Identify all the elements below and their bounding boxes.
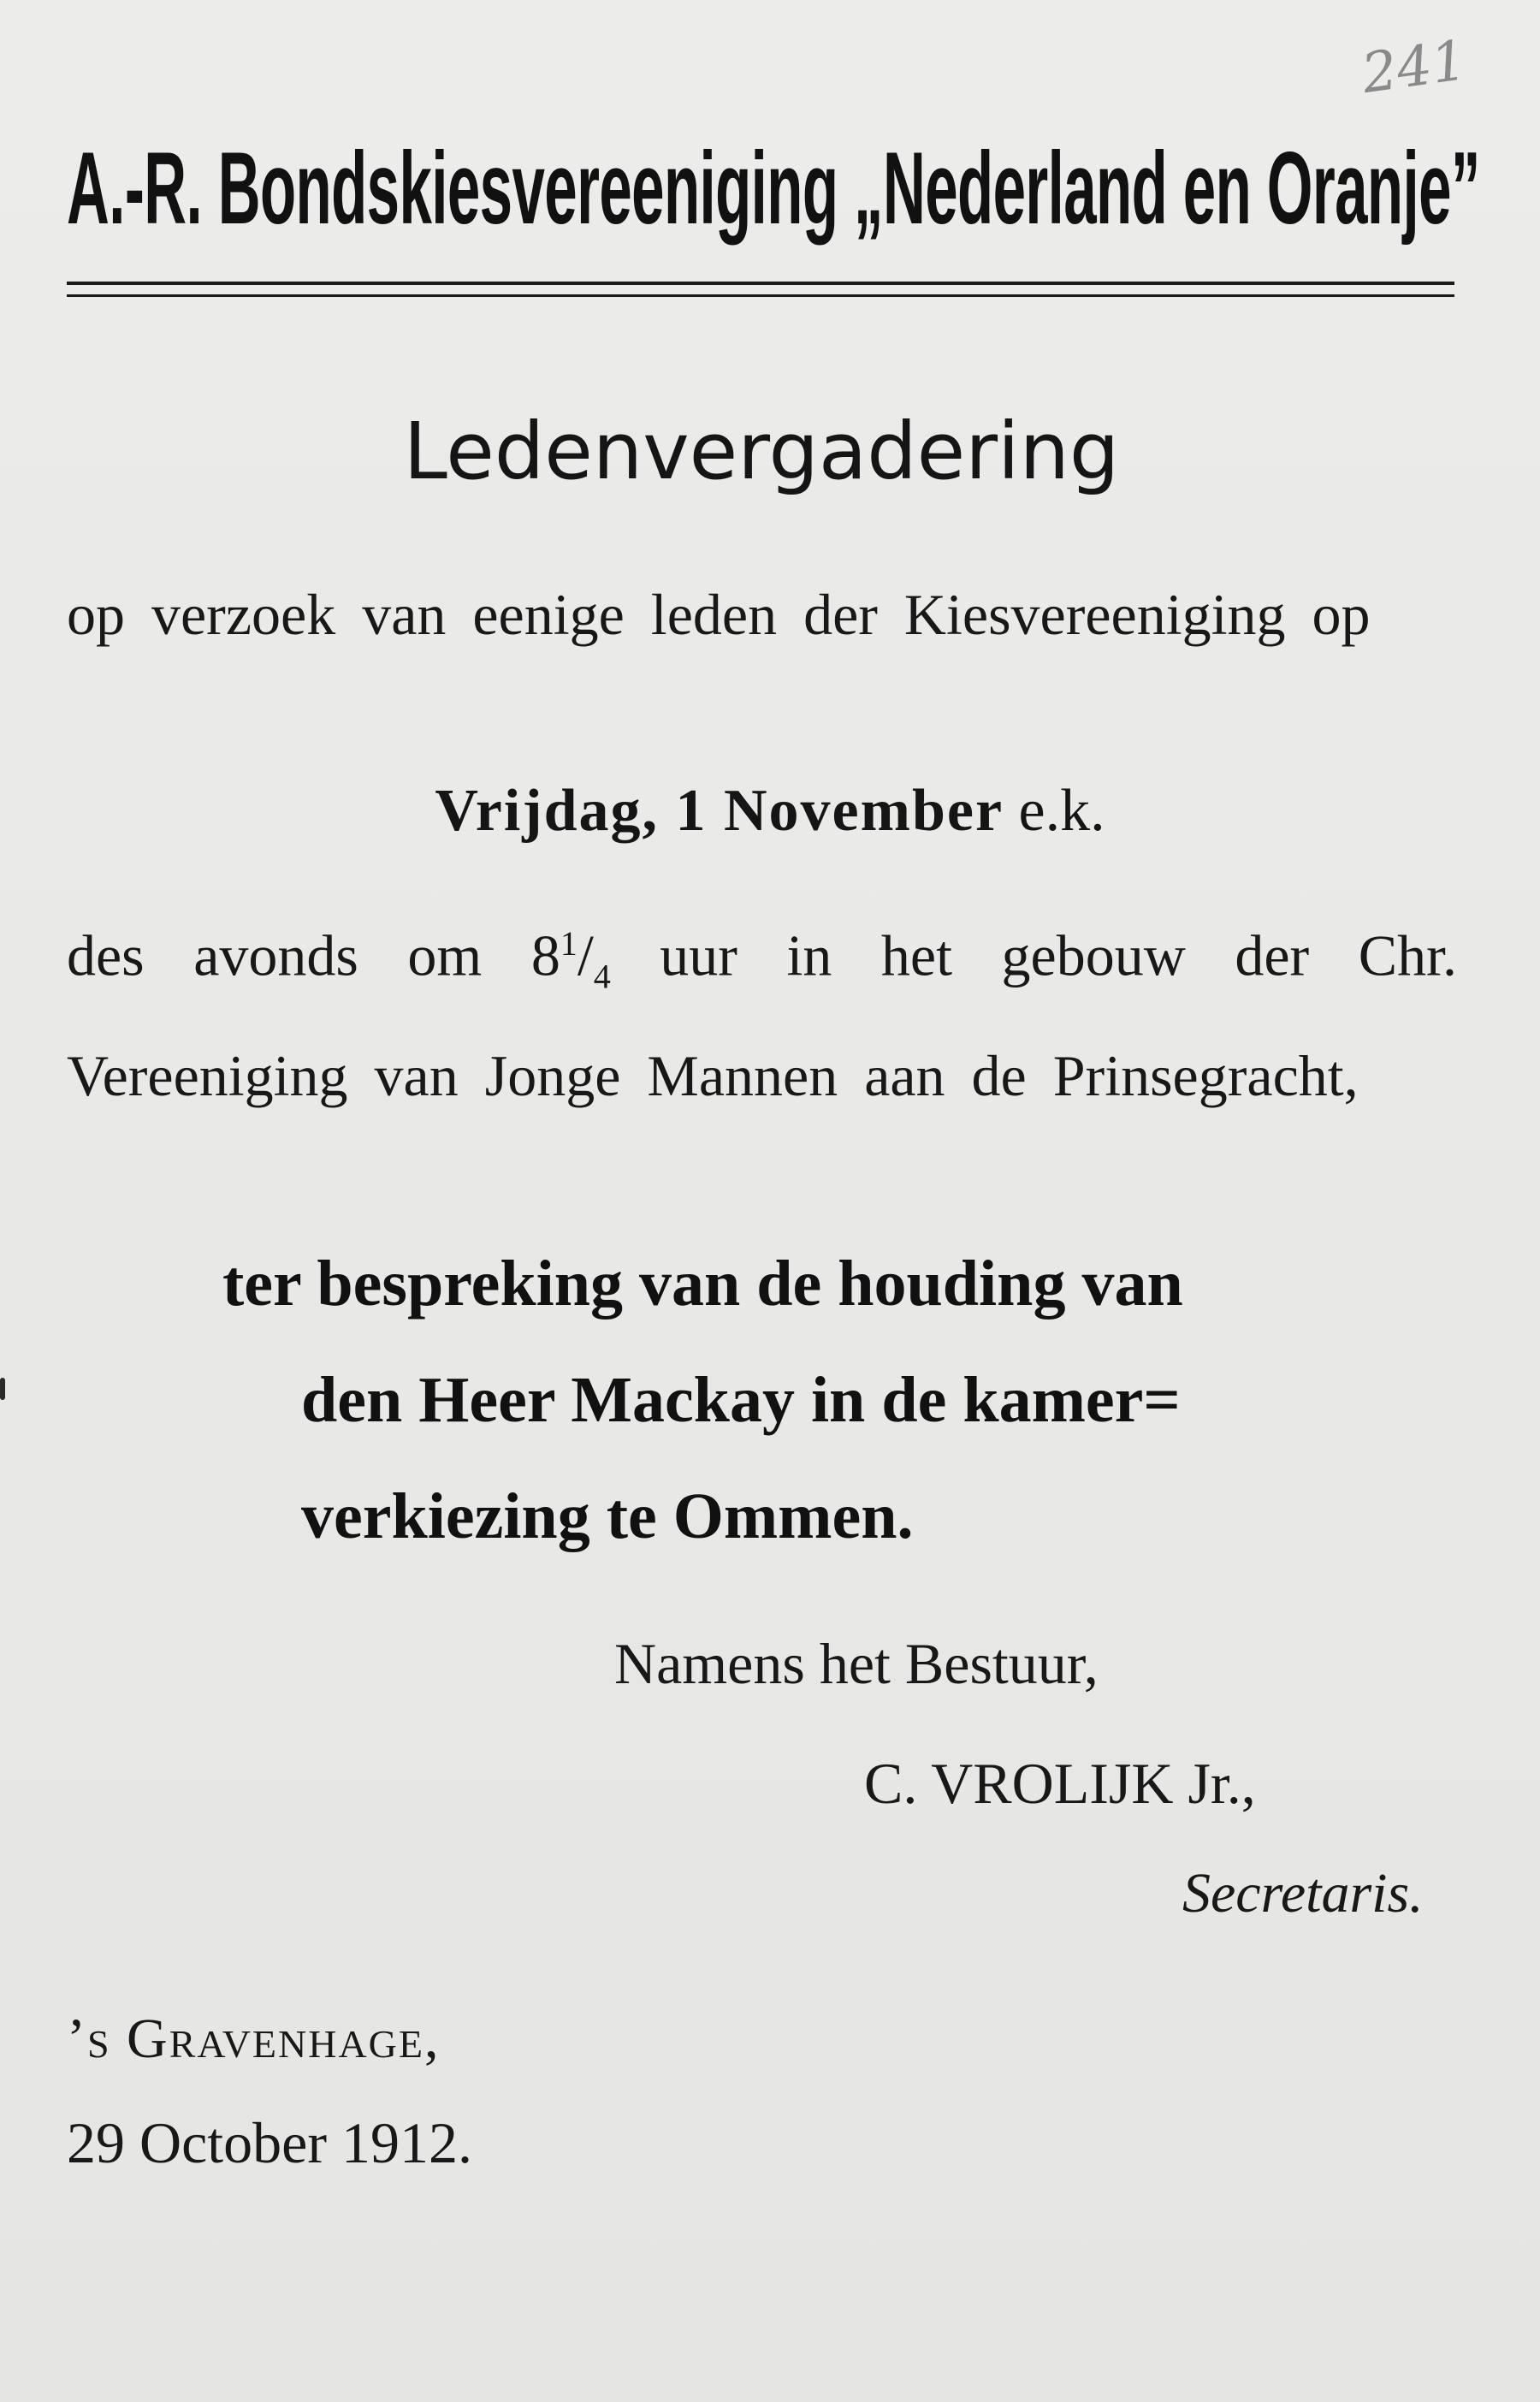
signature-on-behalf: Namens het Bestuur, [614, 1631, 1099, 1696]
time-fraction-numerator: 1 [560, 924, 578, 963]
signatory-name: C. VROLIJK Jr., [864, 1751, 1256, 1816]
meeting-heading: Ledenvergadering [403, 406, 1120, 497]
place-name-text: ’s Gravenhage, [67, 2008, 441, 2070]
faint-archive-stamp [753, 1763, 864, 2156]
title-rule-top [67, 282, 1454, 285]
purpose-line-1: ter bespreking van de houding van [222, 1248, 1183, 1320]
meeting-date-suffix: e.k. [1018, 778, 1105, 844]
edge-mark [0, 1378, 5, 1400]
meeting-day: Vrijdag, 1 November [435, 778, 1004, 844]
location-rest: uur in het gebouw der Chr. Vereeniging van Jonge Mannen aan de Prinsegracht, [67, 922, 1457, 1109]
purpose-line-2: den Heer Mackay in de kamer= [301, 1364, 1181, 1436]
time-fraction-denominator: 4 [593, 957, 611, 996]
meeting-purpose [222, 1225, 1461, 1575]
title-rule-bottom [67, 294, 1454, 297]
document-date: 29 October 1912. [67, 2110, 473, 2175]
signatory-role: Secretaris. [1182, 1862, 1424, 1925]
location-lead: des avonds om 8 [67, 922, 560, 988]
place-name [67, 2007, 441, 2072]
intro-paragraph: op verzoek van eenige leden der Kiesvereeniging op [67, 582, 1371, 647]
handwritten-number: 241 [1358, 28, 1471, 107]
location-paragraph: des avonds om $8^1/_4$ uur in het gebouw der Chr. Vereeniging van Jonge Mannen aan de Prinsegracht, [67, 922, 1457, 1109]
purpose-line-3: verkiezing te Ommen. [301, 1480, 914, 1552]
meeting-date [0, 777, 1540, 845]
association-title: A.-R. Bondskiesvereeniging „Nederland en Oranje” [67, 131, 1480, 246]
